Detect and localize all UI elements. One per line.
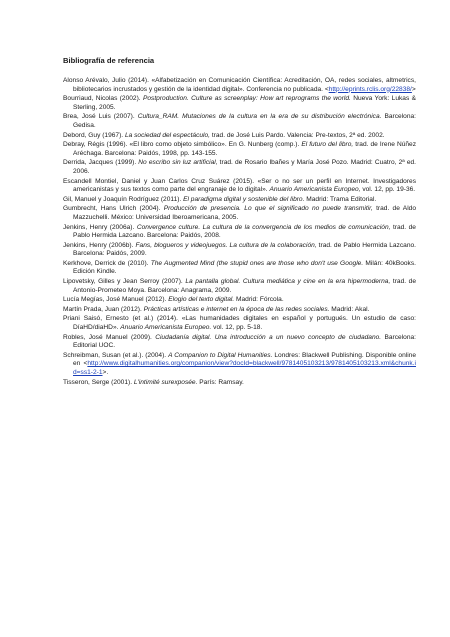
reference-text: Jenkins, Henry (2006b). bbox=[63, 241, 136, 249]
reference-text: Kerkhove, Derrick de (2010). bbox=[63, 259, 151, 267]
reference-publication: vol. 12, pp. 19-36. bbox=[360, 186, 416, 194]
reference-text: Alonso Arévalo, Julio (2014). «Alfabetización en Comunicación Científica: Acreditación, OA, redes sociales, altmetrics, bibliotecarios incrustados y gestión de la identidad digital». Conferencia no publicada. < bbox=[63, 77, 416, 93]
reference-text: Tisseron, Serge (2001). bbox=[63, 378, 134, 386]
reference-text: Martín Prada, Juan (2012). bbox=[63, 305, 144, 313]
reference-title: A Companion to Digital Humanities. bbox=[168, 351, 273, 359]
reference-title: La sociedad del espectáculo, bbox=[124, 131, 210, 139]
reference-publication: Madrid: Trama Editorial. bbox=[304, 195, 377, 203]
reference-text: Priani Saisó, Ernesto (et al.) (2014). «Las humanidades digitales en español y portugués. Un estudio de caso: DíaHD/diaHD». bbox=[63, 315, 416, 332]
reference-entry bbox=[63, 242, 416, 259]
reference-text: Lucía Megías, José Manuel (2012). bbox=[63, 296, 169, 304]
reference-publication: trad. de José Luis Pardo. Valencia: Pre-textos, 2ª ed. 2002. bbox=[210, 131, 385, 139]
reference-publication: trad. de Irene Núñez Aréchaga. Barcelona: Paidós, 1998, pp. 143-155. bbox=[73, 141, 417, 157]
reference-title: Anuario Americanista Europeo. bbox=[120, 324, 212, 332]
reference-title: Elogio del texto digital. bbox=[168, 296, 235, 304]
reference-text: Bourriaud, Nicolas (2002). bbox=[63, 95, 143, 103]
reference-publication: Londres: Blackwell Publishing. Disponible online en < bbox=[73, 351, 416, 368]
reference-publication: Milán: 40kBooks. Edición Kindle. bbox=[73, 259, 416, 276]
section-heading: Bibliografía de referencia bbox=[63, 56, 155, 65]
reference-text: Jenkins, Henry (2006a). bbox=[63, 223, 137, 231]
reference-entry bbox=[63, 205, 416, 222]
reference-title: Ciudadanía digital. Una introducción a un nuevo concepto de ciudadano. bbox=[155, 333, 382, 341]
reference-title: El paradigma digital y sostenible del libro. bbox=[183, 195, 305, 203]
reference-entry bbox=[63, 95, 416, 112]
reference-link[interactable]: http://eprints.rclis.org/22838/ bbox=[328, 85, 412, 93]
reference-publication: Madrid: Akal. bbox=[329, 305, 370, 313]
reference-title: Fans, blogueros y videojuegos. La cultura de la colaboración, bbox=[135, 241, 317, 249]
reference-entry bbox=[63, 113, 416, 130]
reference-text: Debray, Régis (1996). «El libro como objeto simbólico». En G. Nunberg (comp.). bbox=[63, 141, 302, 149]
reference-title: Cultura_RAM. Mutaciones de la cultura en la era de su distribución electrónica. bbox=[137, 113, 382, 121]
reference-entry bbox=[63, 224, 416, 241]
reference-publication: Nueva York: Lukas & Sterling, 2005. bbox=[73, 95, 417, 111]
reference-title: La pantalla global. Cultura mediática y cine en la era hipermoderna, bbox=[185, 278, 391, 286]
reference-entry bbox=[63, 141, 416, 158]
reference-publication: vol. 12, pp. 5-18. bbox=[211, 324, 263, 332]
reference-entry bbox=[63, 334, 416, 351]
reference-publication: Madrid: Fórcola. bbox=[234, 296, 284, 304]
reference-link[interactable]: http://www.digitalhumanities.org/companion/view?docId=blackwell/9781405103213/9781405103213.xml&chunk.id=ss1-2-1 bbox=[73, 360, 416, 376]
reference-text: Gil, Manuel y Joaquín Rodríguez (2011). bbox=[63, 195, 184, 203]
reference-text: Gumbrecht, Hans Ulrich (2004). bbox=[63, 205, 164, 213]
reference-publication: Barcelona: Gedisa. bbox=[73, 113, 416, 129]
reference-entry bbox=[63, 260, 416, 277]
reference-title: The Augmented Mind (the stupid ones are those who don't use Google. bbox=[150, 259, 364, 267]
reference-entry bbox=[63, 159, 416, 176]
reference-publication: Barcelona: Editorial UOC. bbox=[73, 333, 416, 350]
reference-closing: > bbox=[411, 85, 416, 93]
reference-entry bbox=[63, 278, 416, 295]
reference-entry bbox=[63, 196, 416, 205]
reference-entry bbox=[63, 315, 416, 332]
reference-text: Brea, José Luis (2007). bbox=[63, 113, 138, 121]
reference-text: Schreibman, Susan (et al.). (2004). bbox=[63, 351, 169, 359]
reference-title: Prácticas artísticas e internet en la época de las redes sociales. bbox=[143, 305, 330, 313]
reference-title: L'intimité surexposée. bbox=[133, 378, 198, 386]
reference-text: Escandell Montiel, Daniel y Juan Carlos Cruz Suárez (2015). «Ser o no ser un perfil en Internet. Investigadores americanistas y sus textos como parte del engranaje de lo digital». bbox=[63, 177, 416, 194]
reference-text: Debord, Guy (1967). bbox=[63, 131, 125, 139]
reference-title: Postproduction. Culture as screenplay: How art reprograms the world. bbox=[142, 95, 351, 103]
reference-entry bbox=[63, 352, 416, 378]
reference-entry bbox=[63, 379, 416, 388]
reference-entry bbox=[63, 306, 416, 315]
reference-publication: trad. de Pablo Hermida Lazcano. Barcelona: Paidós, 2008. bbox=[73, 223, 416, 240]
reference-closing: >. bbox=[102, 369, 109, 376]
reference-publication: trad. de Aldo Mazzuchelli. México: Universidad Iberoamericana, 2005. bbox=[73, 205, 417, 221]
reference-entry bbox=[63, 132, 416, 141]
reference-title: Producción de presencia. Lo que el significado no puede transmitir, bbox=[163, 205, 373, 213]
reference-publication: trad. de Pablo Hermida Lazcano. Barcelona: Paidós, 2009. bbox=[73, 241, 416, 258]
reference-entry bbox=[63, 77, 416, 94]
reference-publication: París: Ramsay. bbox=[197, 378, 244, 386]
reference-entry bbox=[63, 296, 416, 305]
reference-text: Derrida, Jacques (1999). bbox=[63, 159, 139, 167]
reference-publication: trad. de Antonio-Prometeo Moya. Barcelona: Anagrama, 2009. bbox=[73, 278, 416, 294]
reference-entry bbox=[63, 178, 416, 195]
reference-text: Robles, José Manuel (2009). bbox=[63, 333, 156, 341]
reference-list bbox=[63, 77, 416, 387]
reference-text: Lipovetsky, Gilles y Jean Serroy (2007). bbox=[63, 278, 186, 286]
reference-title: El futuro del libro, bbox=[301, 141, 354, 149]
reference-title: Anuario Americanista Europeo, bbox=[269, 186, 361, 194]
reference-publication: trad. de Rosario Ibañes y María José Pozo. Madrid: Cuatro, 2ª ed. 2006. bbox=[73, 159, 416, 175]
reference-title: Convergence culture. La cultura de la convergencia de los medios de comunicación, bbox=[136, 223, 391, 231]
reference-title: No escribo sin luz artificial, bbox=[138, 159, 218, 167]
